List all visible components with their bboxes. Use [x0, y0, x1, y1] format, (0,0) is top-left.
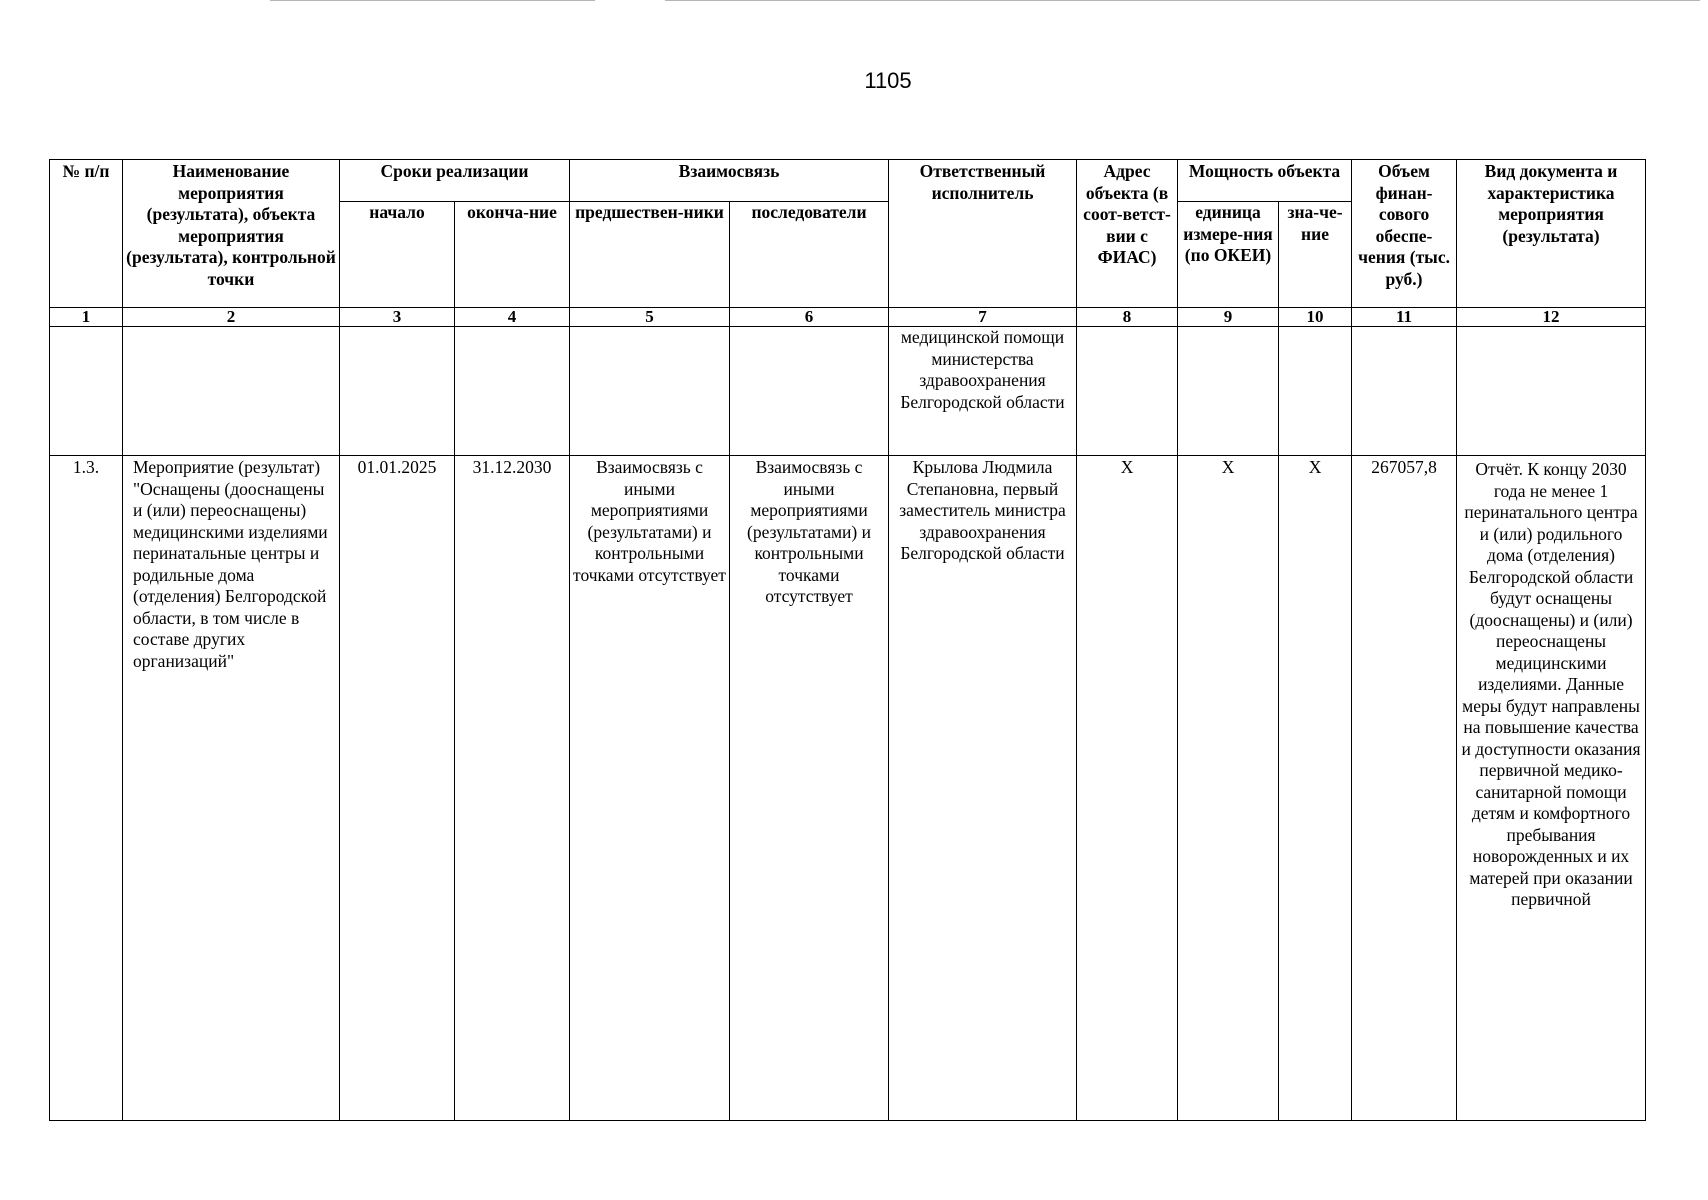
column-number: 9 — [1178, 308, 1279, 327]
header-row-top — [50, 160, 1646, 202]
table-cell — [340, 327, 455, 456]
header-value: зна-че-ние — [1279, 202, 1352, 308]
table-cell — [455, 327, 570, 456]
column-number: 10 — [1279, 308, 1352, 327]
column-number: 5 — [570, 308, 730, 327]
column-number-row — [50, 308, 1646, 327]
header-terms-group: Сроки реализации — [340, 160, 570, 202]
row-document-cell: Отчёт. К концу 2030 года не менее 1 перинатального центра и (или) родильного дома (отделения) Белгородской области будут оснащены (дооснащены) и (или) переоснащены медицинскими изделиями. Данные меры будут направлены на повышение качества и доступности оказания первичной медико-санитарной помощи детям и комфортного пребывания новорожденных и их матерей при оказании первичной — [1457, 456, 1646, 1121]
row-finance-cell: 267057,8 — [1352, 456, 1457, 1121]
header-executor: Ответственный исполнитель — [889, 160, 1077, 308]
header-predecessors: предшествен-ники — [570, 202, 730, 308]
table-cell — [570, 327, 730, 456]
row-executor-cell: Крылова Людмила Степановна, первый заместитель министра здравоохранения Белгородской области — [889, 456, 1077, 1121]
table-cell — [1279, 327, 1352, 456]
header-link-group: Взаимосвязь — [570, 160, 889, 202]
table-cell — [50, 327, 123, 456]
table-cell — [730, 327, 889, 456]
header-name: Наименование мероприятия (результата), объекта мероприятия (результата), контрольной точки — [123, 160, 340, 308]
row-name-cell: Мероприятие (результат) "Оснащены (дооснащены и (или) переоснащены) медицинскими изделиями перинатальные центры и родильные дома (отделения) Белгородской области, в том числе в составе других организаций" — [123, 456, 340, 1121]
column-number: 4 — [455, 308, 570, 327]
column-number: 1 — [50, 308, 123, 327]
table-cell — [123, 327, 340, 456]
column-number: 8 — [1077, 308, 1178, 327]
activities-table — [49, 159, 1646, 1121]
table-cell — [1077, 327, 1178, 456]
scan-edge-line-left — [270, 0, 595, 1]
continuation-row — [50, 327, 1646, 456]
header-document: Вид документа и характеристика мероприятия (результата) — [1457, 160, 1646, 308]
header-end: оконча-ние — [455, 202, 570, 308]
row-end-cell: 31.12.2030 — [455, 456, 570, 1121]
table-cell — [1457, 327, 1646, 456]
row-successors-cell: Взаимосвязь с иными мероприятиями (результатами) и контрольными точками отсутствует — [730, 456, 889, 1121]
column-number: 6 — [730, 308, 889, 327]
header-finance: Объем финан-сового обеспе-чения (тыс. руб.) — [1352, 160, 1457, 308]
header-unit: единица измере-ния (по ОКЕИ) — [1178, 202, 1279, 308]
row-value-cell: X — [1279, 456, 1352, 1121]
row-start-cell: 01.01.2025 — [340, 456, 455, 1121]
table-cell — [1352, 327, 1457, 456]
page-number: 1105 — [864, 68, 912, 93]
column-number: 12 — [1457, 308, 1646, 327]
header-capacity-group: Мощность объекта — [1178, 160, 1352, 202]
row-address-cell: X — [1077, 456, 1178, 1121]
row-number-cell: 1.3. — [50, 456, 123, 1121]
row-predecessors-cell: Взаимосвязь с иными мероприятиями (результатами) и контрольными точками отсутствует — [570, 456, 730, 1121]
header-successors: последователи — [730, 202, 889, 308]
header-number: № п/п — [50, 160, 123, 308]
header-start: начало — [340, 202, 455, 308]
column-number: 2 — [123, 308, 340, 327]
column-number: 11 — [1352, 308, 1457, 327]
header-address: Адрес объекта (в соот-ветст-вии с ФИАС) — [1077, 160, 1178, 308]
table-row — [50, 456, 1646, 1121]
table-cell — [1178, 327, 1279, 456]
continuation-executor-cell: медицинской помощи министерства здравоохранения Белгородской области — [889, 327, 1077, 456]
scan-edge-line-right — [665, 0, 1700, 1]
row-unit-cell: X — [1178, 456, 1279, 1121]
column-number: 3 — [340, 308, 455, 327]
column-number: 7 — [889, 308, 1077, 327]
